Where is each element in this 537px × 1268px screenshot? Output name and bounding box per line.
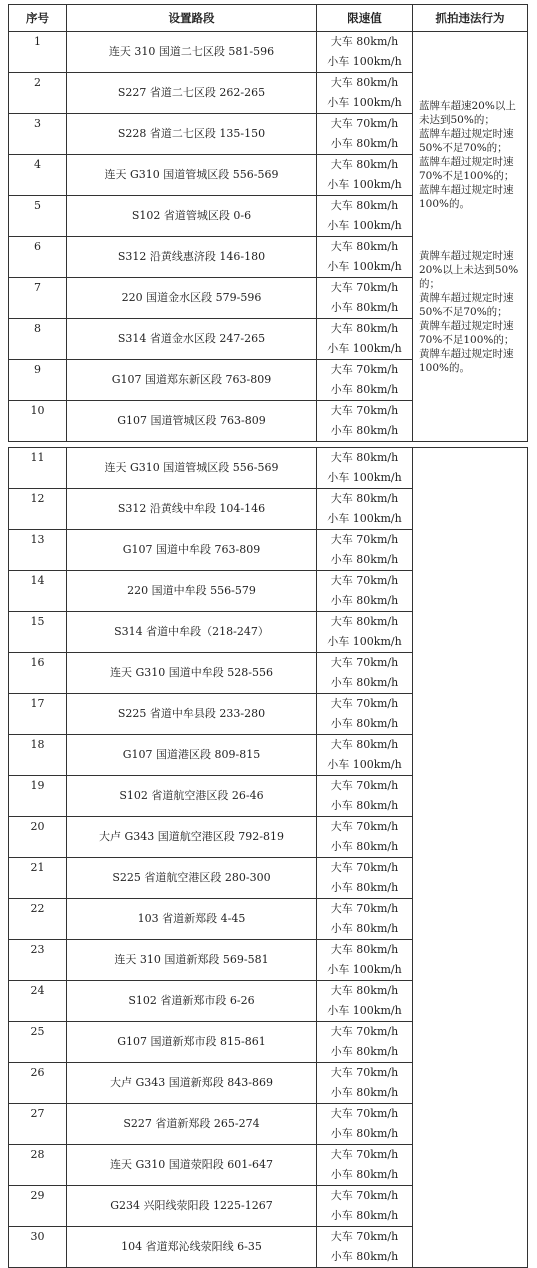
small-vehicle-limit: 小车 80km/h	[330, 717, 399, 730]
speed-limit-cell	[317, 817, 413, 858]
big-vehicle-limit: 大车 80km/h	[330, 240, 399, 253]
road-section: G107 国道新郑市段 815-861	[67, 1022, 317, 1063]
small-vehicle-limit: 小车 100km/h	[327, 512, 402, 525]
big-vehicle-limit: 大车 70km/h	[330, 1148, 399, 1161]
speed-limit-cell	[317, 571, 413, 612]
row-number: 25	[9, 1022, 67, 1063]
speed-limit-cell	[317, 1022, 413, 1063]
road-section: 连天 G310 国道管城区段 556-569	[67, 155, 317, 196]
speed-limit-cell	[317, 858, 413, 899]
road-section: 连天 G310 国道中牟段 528-556	[67, 653, 317, 694]
big-vehicle-limit: 大车 70km/h	[330, 363, 399, 376]
speed-limit-cell	[317, 981, 413, 1022]
speed-limit-cell	[317, 155, 413, 196]
row-number: 28	[9, 1145, 67, 1186]
row-number: 16	[9, 653, 67, 694]
row-number: 9	[9, 360, 67, 401]
row-number: 26	[9, 1063, 67, 1104]
small-vehicle-limit: 小车 80km/h	[330, 1209, 399, 1222]
big-vehicle-limit: 大车 70km/h	[330, 1025, 399, 1038]
row-number: 30	[9, 1227, 67, 1268]
small-vehicle-limit: 小车 100km/h	[327, 635, 402, 648]
small-vehicle-limit: 小车 100km/h	[327, 1004, 402, 1017]
road-section: 连天 310 国道二七区段 581-596	[67, 32, 317, 73]
big-vehicle-limit: 大车 80km/h	[330, 943, 399, 956]
row-number: 7	[9, 278, 67, 319]
speed-limit-cell	[317, 694, 413, 735]
speed-camera-table-part1	[8, 4, 528, 442]
big-vehicle-limit: 大车 70km/h	[330, 533, 399, 546]
small-vehicle-limit: 小车 80km/h	[330, 383, 399, 396]
big-vehicle-limit: 大车 70km/h	[330, 861, 399, 874]
small-vehicle-limit: 小车 80km/h	[330, 881, 399, 894]
small-vehicle-limit: 小车 80km/h	[330, 1168, 399, 1181]
yellow-plate-rules: 黄牌车超过规定时速20%以上未达到50%的； 黄牌车超过规定时速50%不足70%的； 黄牌车超过规定时速70%不足100%的； 黄牌车超过规定时速100%的。	[419, 249, 519, 374]
road-section: 大卢 G343 国道新郑段 843-869	[67, 1063, 317, 1104]
big-vehicle-limit: 大车 80km/h	[330, 615, 399, 628]
table-row	[9, 32, 528, 73]
row-number: 5	[9, 196, 67, 237]
road-section: 大卢 G343 国道航空港区段 792-819	[67, 817, 317, 858]
table-row	[9, 448, 528, 489]
header-speed: 限速值	[317, 5, 413, 32]
big-vehicle-limit: 大车 80km/h	[330, 984, 399, 997]
speed-limit-cell	[317, 32, 413, 73]
row-number: 27	[9, 1104, 67, 1145]
row-number: 19	[9, 776, 67, 817]
big-vehicle-limit: 大车 70km/h	[330, 820, 399, 833]
header-behavior: 抓拍违法行为	[413, 5, 528, 32]
row-number: 3	[9, 114, 67, 155]
row-number: 14	[9, 571, 67, 612]
speed-limit-cell	[317, 899, 413, 940]
row-number: 18	[9, 735, 67, 776]
row-number: 1	[9, 32, 67, 73]
speed-limit-cell	[317, 448, 413, 489]
row-number: 22	[9, 899, 67, 940]
speed-limit-cell	[317, 278, 413, 319]
big-vehicle-limit: 大车 70km/h	[330, 902, 399, 915]
small-vehicle-limit: 小车 80km/h	[330, 301, 399, 314]
road-section: S314 省道中牟段（218-247）	[67, 612, 317, 653]
speed-limit-cell	[317, 612, 413, 653]
road-section: S228 省道二七区段 135-150	[67, 114, 317, 155]
road-section: G107 国道郑东新区段 763-809	[67, 360, 317, 401]
small-vehicle-limit: 小车 80km/h	[330, 137, 399, 150]
small-vehicle-limit: 小车 80km/h	[330, 424, 399, 437]
road-section: S225 省道航空港区段 280-300	[67, 858, 317, 899]
big-vehicle-limit: 大车 70km/h	[330, 697, 399, 710]
big-vehicle-limit: 大车 80km/h	[330, 492, 399, 505]
road-section: 103 省道新郑段 4-45	[67, 899, 317, 940]
behavior-cell	[413, 32, 528, 442]
speed-limit-cell	[317, 1145, 413, 1186]
header-road: 设置路段	[67, 5, 317, 32]
big-vehicle-limit: 大车 70km/h	[330, 574, 399, 587]
row-number: 13	[9, 530, 67, 571]
big-vehicle-limit: 大车 70km/h	[330, 1189, 399, 1202]
speed-limit-cell	[317, 653, 413, 694]
road-section: S102 省道管城区段 0-6	[67, 196, 317, 237]
small-vehicle-limit: 小车 80km/h	[330, 553, 399, 566]
big-vehicle-limit: 大车 80km/h	[330, 322, 399, 335]
road-section: S312 沿黄线中牟段 104-146	[67, 489, 317, 530]
speed-limit-cell	[317, 73, 413, 114]
small-vehicle-limit: 小车 100km/h	[327, 342, 402, 355]
small-vehicle-limit: 小车 80km/h	[330, 1045, 399, 1058]
header-seq: 序号	[9, 5, 67, 32]
small-vehicle-limit: 小车 80km/h	[330, 840, 399, 853]
big-vehicle-limit: 大车 80km/h	[330, 738, 399, 751]
row-number: 20	[9, 817, 67, 858]
speed-limit-cell	[317, 1104, 413, 1145]
small-vehicle-limit: 小车 80km/h	[330, 1086, 399, 1099]
big-vehicle-limit: 大车 70km/h	[330, 656, 399, 669]
row-number: 21	[9, 858, 67, 899]
big-vehicle-limit: 大车 70km/h	[330, 281, 399, 294]
speed-limit-cell	[317, 489, 413, 530]
road-section: S312 沿黄线惠济段 146-180	[67, 237, 317, 278]
speed-camera-table-part2	[8, 447, 528, 1268]
big-vehicle-limit: 大车 80km/h	[330, 451, 399, 464]
small-vehicle-limit: 小车 100km/h	[327, 963, 402, 976]
row-number: 8	[9, 319, 67, 360]
big-vehicle-limit: 大车 80km/h	[330, 76, 399, 89]
speed-limit-cell	[317, 360, 413, 401]
road-section: G107 国道港区段 809-815	[67, 735, 317, 776]
small-vehicle-limit: 小车 100km/h	[327, 471, 402, 484]
big-vehicle-limit: 大车 70km/h	[330, 1230, 399, 1243]
speed-limit-cell	[317, 114, 413, 155]
small-vehicle-limit: 小车 80km/h	[330, 922, 399, 935]
road-section: S225 省道中牟县段 233-280	[67, 694, 317, 735]
big-vehicle-limit: 大车 80km/h	[330, 158, 399, 171]
speed-limit-cell	[317, 1227, 413, 1268]
big-vehicle-limit: 大车 70km/h	[330, 779, 399, 792]
road-section: 连天 G310 国道管城区段 556-569	[67, 448, 317, 489]
small-vehicle-limit: 小车 100km/h	[327, 96, 402, 109]
big-vehicle-limit: 大车 70km/h	[330, 1066, 399, 1079]
row-number: 12	[9, 489, 67, 530]
speed-limit-cell	[317, 776, 413, 817]
big-vehicle-limit: 大车 70km/h	[330, 1107, 399, 1120]
small-vehicle-limit: 小车 80km/h	[330, 1127, 399, 1140]
speed-limit-cell	[317, 735, 413, 776]
road-section: S314 省道金水区段 247-265	[67, 319, 317, 360]
row-number: 24	[9, 981, 67, 1022]
road-section: G234 兴阳线荥阳段 1225-1267	[67, 1186, 317, 1227]
speed-limit-cell	[317, 401, 413, 442]
row-number: 2	[9, 73, 67, 114]
small-vehicle-limit: 小车 100km/h	[327, 758, 402, 771]
row-number: 23	[9, 940, 67, 981]
road-section: S102 省道新郑市段 6-26	[67, 981, 317, 1022]
road-section: S227 省道新郑段 265-274	[67, 1104, 317, 1145]
big-vehicle-limit: 大车 70km/h	[330, 117, 399, 130]
speed-limit-cell	[317, 1063, 413, 1104]
speed-limit-cell	[317, 530, 413, 571]
row-number: 29	[9, 1186, 67, 1227]
road-section: G107 国道管城区段 763-809	[67, 401, 317, 442]
small-vehicle-limit: 小车 100km/h	[327, 55, 402, 68]
small-vehicle-limit: 小车 80km/h	[330, 1250, 399, 1263]
row-number: 11	[9, 448, 67, 489]
road-section: S102 省道航空港区段 26-46	[67, 776, 317, 817]
big-vehicle-limit: 大车 80km/h	[330, 199, 399, 212]
big-vehicle-limit: 大车 80km/h	[330, 35, 399, 48]
row-number: 17	[9, 694, 67, 735]
road-section: 220 国道金水区段 579-596	[67, 278, 317, 319]
small-vehicle-limit: 小车 80km/h	[330, 676, 399, 689]
road-section: 连天 310 国道新郑段 569-581	[67, 940, 317, 981]
road-section: S227 省道二七区段 262-265	[67, 73, 317, 114]
table-header-row	[9, 5, 528, 32]
small-vehicle-limit: 小车 100km/h	[327, 260, 402, 273]
small-vehicle-limit: 小车 100km/h	[327, 219, 402, 232]
row-number: 15	[9, 612, 67, 653]
road-section: 连天 G310 国道荥阳段 601-647	[67, 1145, 317, 1186]
row-number: 6	[9, 237, 67, 278]
small-vehicle-limit: 小车 80km/h	[330, 799, 399, 812]
road-section: 220 国道中牟段 556-579	[67, 571, 317, 612]
speed-limit-cell	[317, 940, 413, 981]
small-vehicle-limit: 小车 80km/h	[330, 594, 399, 607]
big-vehicle-limit: 大车 70km/h	[330, 404, 399, 417]
speed-limit-cell	[317, 319, 413, 360]
small-vehicle-limit: 小车 100km/h	[327, 178, 402, 191]
blue-plate-rules: 蓝牌车超速20%以上未达到50%的； 蓝牌车超过规定时速50%不足70%的； 蓝牌车超过规定时速70%不足100%的； 蓝牌车超过规定时速100%的。	[419, 99, 516, 210]
behavior-cell	[413, 448, 528, 1268]
speed-limit-cell	[317, 196, 413, 237]
road-section: G107 国道中牟段 763-809	[67, 530, 317, 571]
speed-limit-cell	[317, 1186, 413, 1227]
road-section: 104 省道郑沁线荥阳线 6-35	[67, 1227, 317, 1268]
speed-limit-cell	[317, 237, 413, 278]
row-number: 10	[9, 401, 67, 442]
row-number: 4	[9, 155, 67, 196]
